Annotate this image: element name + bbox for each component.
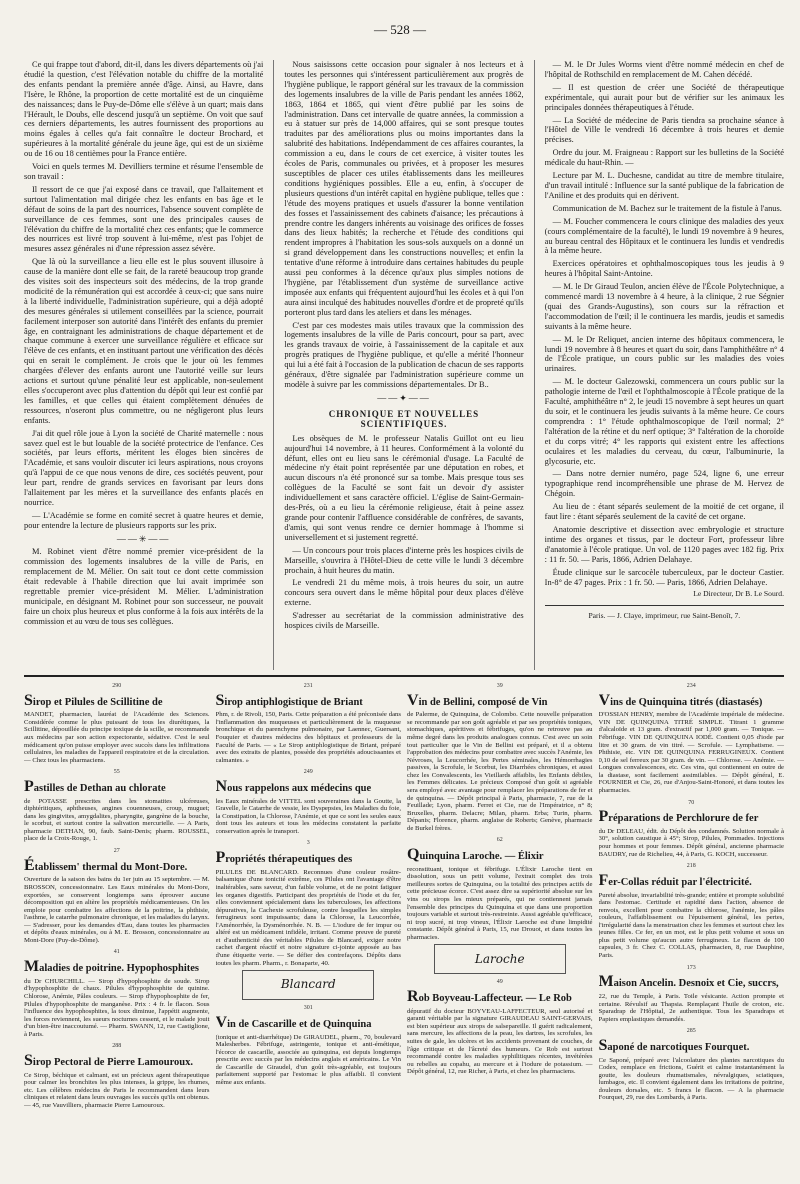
ad-body: MANDET, pharmacien, lauréat de l'Académie des Sciences. Considérée comme le plus puissant de tous les diurétiques, la Scillitine, dépouillée du principe toxique de la scille, se recommande aux médecins par son action expectorante, sédative. C'est le seul médicament qu'on puisse employer avec succès dans les infiltrations cellulaires, les maladies de l'appareil respiratoire et de la circulation. — Chez tous les pharmaciens. (24, 711, 210, 764)
ad-title: Préparations de Perchlorure de fer (598, 808, 759, 826)
advertisement-section (24, 675, 784, 1176)
ad-title: Sirop et Pilules de Scillitine de (24, 691, 163, 709)
ad-title: Propriétés thérapeutiques des (215, 849, 353, 867)
article-paragraph: — M. le docteur Galezowski, commencera un cours public sur la pathologie interne de l'œil et l'ophthalmoscopie à l'École pratique de la Faculté, amphithéâtre n° 2, le jeudi 15 novembre à sept heures un quart du soir, et le continuera les jeudis suivants à la même heure. Ce cours comprendra : 1° l'étude ophthalmoscopique de l'œil normal; 2° l'altération de la rétine et du nerf optique; 3° l'altération de la choroïde et du corps vitré; 4° les rapports qui existent entre les affections oculaires et les maladies du cerveau, du cœur, l'albuminurie, la glycosurie, etc. (544, 377, 784, 466)
article-paragraph: Le vendredi 21 du même mois, à trois heures du soir, un autre concours sera ouvert dans le même hôpital pour deux places d'élève externe. (284, 578, 524, 608)
article-paragraph: Anatomie descriptive et dissection avec embryologie et structure intime des organes et tissus, par le docteur Fort, professeur libre d'anatomie à l'école pratique. Un vol. de 1120 pages avec 182 fig. Prix : 11 fr. 50. — Paris, 1866, Adrien Delahaye. (544, 524, 784, 564)
article-paragraph: — M. le Dr Jules Worms vient d'être nommé médecin en chef de l'hôpital de Rothschild en remplacement de M. Cahen décédé. (544, 60, 784, 79)
advertisement (599, 800, 785, 859)
advertisement (407, 683, 593, 832)
article-paragraph: — Dans notre dernier numéro, page 524, ligne 6, une erreur typographique rend incompréhensible une phrase de M. Hervez de Chégoin. (544, 469, 784, 499)
ad-number: 39 (496, 683, 503, 689)
ad-number: 301 (303, 1005, 313, 1012)
ad-body: Ce Saponé, préparé avec l'alcoolature des plantes narcotiques du Codex, remplace en frictions, Guérit et calme instantanément la goutte, les douleurs rhumatismales, névralgiques, sciatiques, lumbagos, etc. Il convient également dans les irritations de poitrine, douleurs dorsales, etc. 5 francs le flacon. — A la pharmacie Fourquet, 29, rue des Lombards, à Paris. (598, 1056, 784, 1102)
advertisement (599, 1028, 785, 1102)
ad-title: Saponé de narcotiques Fourquet. (598, 1036, 750, 1054)
article-paragraph: Que là où la surveillance a lieu elle est le plus souvent illusoire à cause de la manière dont elle se fait, de la rareté beaucoup trop grande des visites soit des inspecteurs soit des médecins, de la trop grande modicité de la rémunération qui est accordée à ceux-ci; que sans nuire à la liberté individuelle, l'administration supérieure, qui a déjà adopté des mesures générales si utilement conseillées par la science, pourrait facilement interposer son autorité dans l'intérêt des enfants du premier âge, en contraignant les administrations de chaque département et de chaque commune à exercer une surveillance régulière et efficace sur l'élève de ces enfants, et en instituant partout une vérification des décès qui en serait le complément. Je crois que le jour où les femmes chargées d'élever des enfants auront une l'autorité veille sur leurs actions et surtout qu'une pénalité leur est applicable, non-seulement elles s'occuperont avec plus d'attention du dépôt qui leur est confié par les familles, et que celles qui étaient complètement dénuées de ressources, n'oseront plus commettre, ou ne négligeront plus leurs enfants. (24, 257, 264, 425)
ad-number: 234 (686, 683, 696, 689)
article-paragraph: — Un concours pour trois places d'interne près les hospices civils de Marseille, s'ouvrira à l'Hôtel-Dieu de cette ville le lundi 3 décembre prochain, à huit heures du matin. (284, 545, 524, 575)
ad-title: Établissem' thermal du Mont-Dore. (24, 856, 188, 874)
advertisement (216, 769, 402, 835)
article-paragraph: — L'Académie se forme en comité secret à quatre heures et demie, pour entendre la lecture de plusieurs rapports sur les prix. (24, 510, 264, 530)
ad-body: (tonique et anti-diarrhéique) De GIRAUDEL, pharm., 70, boulevard Malesherbes. Fébrifuge, astringente, tonique et anti-émétique, l'écorce de cascarille, associée au quinquina, est depuis longtemps prescrite avec succès par les médecins anglais et américains. Le Vin de Cascarille de Giraudel, d'un goût très-agréable, est toujours parfaitement supporté par l'estomac le plus affaibli. Il convient même aux enfants. (215, 1033, 401, 1086)
ad-title: Vin de Cascarille et de Quinquina (215, 1013, 372, 1031)
advertisement (599, 965, 785, 1024)
ad-number: 249 (303, 769, 313, 776)
ad-column (599, 681, 785, 1176)
article-section (24, 60, 784, 670)
article-paragraph: Il ressort de ce que j'ai exposé dans ce travail, que l'allaitement et surtout l'alimentation mal dirigée chez les enfants en bas âge et le défaut de soins de la part des nourrices, l'absence souvent complète de surveillance de ces femmes, sont une des principales causes de l'élévation du chiffre de la mortalité chez ces enfants; que le commerce des nourrices est livré trop souvent à lui-même, n'est pas l'objet de mesures assez générales ni d'une répression assez sévère. (24, 184, 264, 254)
ad-title: Vin de Bellini, composé de Vin (407, 691, 548, 709)
article-column-3 (545, 60, 784, 670)
advertisement (216, 1005, 402, 1086)
article-paragraph: Voici en quels termes M. Devilliers termine et résume l'ensemble de son travail : (24, 162, 264, 181)
ad-number: 41 (113, 949, 120, 956)
separator-ornament: ——✳—— (116, 533, 171, 544)
ad-title: Nous rappelons aux médecins que (215, 778, 372, 796)
ad-body: 22, rue du Temple, à Paris. Toile vésicante. Action prompte et certaine. Révulsif au Thapsia. Remplaçant l'huile de croton, etc. Sparadrap de l'Hôpital, 2e authentique. Tous les Sparadraps et Papiers emplastiques demandés. (598, 992, 784, 1023)
advertisement (407, 979, 593, 1075)
ad-body: dépuratif du docteur BOYVEAU-LAFFECTEUR, seul autorisé et garanti véritable par la signature GIRAUDEAU SAINT-GERVAIS, est bien supérieur aux sirops de salsepareille. Il guérit radicalement, sans mercure, les affections de la peau, les dartres, les scrofules, les suites de gale, les ulcères et les accidents provenant de couches, de l'âge critique et de l'âcreté des humeurs. Ce Rob est surtout recommandé contre les maladies syphilitiques récentes, invétérées ou rebelles au copahu, au mercure et à l'iodure de potassium. — Dépôt général, 12, rue Richer, à Paris, et chez les pharmaciens. (407, 1007, 593, 1076)
ad-body: PILULES DE BLANCARD. Reconnues d'une couleur rosâtre-balsamique d'une tonicité extrême, ces Pilules ont l'avantage d'être inaltérables, sans saveur, d'un faible volume, et de ne point fatiguer les organes digestifs. Participant des propriétés de l'iode et du fer, elles conviennent spécialement dans les tuberculoses, les affections dépuratives, la Cachexie scrofuleuse, contre lesquelles les simples ferrugineux sont impuissants; dans la Chlorose, la Leucorrhée, l'Aménorrhée, la Dysménorrhée. N. B. — L'iodure de fer impur ou altéré est un médicament infidèle, irritant. Comme preuve de pureté et d'authenticité des véritables Pilules de Blancard, exiger notre cachet d'argent réactif et notre signature ci-jointe apposée au bas d'une étiquette verte. — Se défier des contrefaçons. Dépôts dans toutes les pharm. Pharm., r. Bonaparte, 40. (215, 868, 401, 967)
ad-title: Rob Boyveau-Laffecteur. — Le Rob (407, 988, 572, 1006)
ad-number: 218 (686, 863, 696, 870)
article-paragraph: Communication de M. Bachez sur le traitement de la fistule à l'anus. (552, 203, 782, 213)
printer-line: Paris. — J. Claye, imprimeur, rue Saint-Benoît, 7. (588, 611, 741, 621)
ad-column (216, 681, 402, 1176)
article-paragraph: Ce qui frappe tout d'abord, dit-il, dans les divers départements où j'ai étudié la question, c'est l'élévation notable du chiffre de la mortalité des enfants pendant la première année d'âge. Ainsi, au Havre, dans l'Isère, le Rhône, la proportion de cette mortalité est de un cinquième des naissances; dans le Puy-de-Dôme elle s'élève à un quart; mais dans l'Hérault, le Doubs, elle descend jusqu'à un septième. On voit que sauf ces derniers départements, les autres fournissent des proportions au moins égales à celles qu'a fait connaître le docteur Brochard, et supérieures à la mortalité générale du jeune âge, qui est de un sixième ou de 16 ou 18 centièmes pour la France entière. (24, 60, 264, 159)
ad-body: Ce Sirop, béchique et calmant, est un précieux agent thérapeutique pour calmer les bronchites les plus intenses, la grippe, les rhumes, etc. Les célèbres médecins de Paris le recommandent dans leurs cliniques et relatent dans leurs ouvrages les succès qu'ils ont obtenus. — 45, rue Vauvilliers, pharmacie Pierre Lamouroux. (24, 1071, 210, 1109)
ad-number: 288 (112, 1043, 122, 1050)
article-paragraph: Étude clinique sur le sarcocèle tuberculeux, par le docteur Castier. In-8° de 47 pages. Prix : 1 fr. 50. — Paris, 1866, Adrien Delahaye. (544, 567, 784, 587)
ad-number: 285 (686, 1028, 696, 1035)
ad-number: 173 (686, 964, 696, 971)
advertisement (407, 837, 593, 974)
article-paragraph: — Il est question de créer une Société de thérapeutique expérimentale, qui aurait pour but de vérifier sur les animaux les principales données thérapeutiques à l'étude. (544, 82, 784, 112)
ad-title: Quinquina Laroche. — Élixir (407, 846, 544, 864)
ad-number: 55 (113, 769, 120, 776)
ad-column (24, 681, 210, 1176)
ad-body: Ouverture de la saison des bains du 1er juin au 15 septembre. — M. BROSSON, concessionnaire. Les Eaux minérales du Mont-Dore, exportées, se conservent longtemps sans éprouver aucune décomposition qui en altère les propriétés médicamenteuses. On les emploie pour combattre les affections de la poitrine, la phthisie, l'asthme, le catarrhe pulmonaire chronique, et les maladies du larynx. — S'adresser, pour les demandes d'Eau, dans toutes les pharmacies et dépôts d'eaux minérales, ou à M. E. Brosson, concessionnaire au Mont-Dore (Puy-de-Dôme). (24, 876, 210, 944)
article-paragraph: Au lieu de : étant séparés seulement de la moitié de cet organe, il faut lire : étant séparés seulement de la cavité de cet organe. (544, 502, 784, 522)
article-column-1 (24, 60, 263, 670)
ad-title: Sirop antiphlogistique de Briant (215, 691, 363, 709)
ad-column (407, 681, 593, 1176)
ad-body: de Palerme, de Quinquina, de Colombo. Cette nouvelle préparation se recommande par son goût agréable et par ses propriétés toniques, stomachiques, apéritives et fébrifuges, qu'on ne retrouve pas au même degré dans les produits analogues connus. C'est avec un soin tout particulier que le Vin de Bellini est préparé, et il a obtenu l'approbation des médecins pour combattre avec succès l'Anémie, les Névroses, la Leucorrhée, les Pertes séminales, les Hémorrhagies passives, la Scrofule, le Scorbut, les Diarrhées chroniques, et aussi chez les Convalescents, les Vieillards affaiblis, les Enfants débiles, les Femmes délicates. Le précieux Composé d'un goût si agréable sera employé avec avantage pour remplacer les préparations de fer et de quinquina. — Dépôt principal à Paris, pharmacie, 7, rue de la Feuillade; Lyon, pharm. Ferret et Cie, rue de l'Impératrice, n° 8; Bruxelles, pharm. Delacre; Milan, pharm. Erba; Turin, pharm. Dépanis; Florence, pharm. anglaise de Roberts; Genève, pharmacie de Burkel frères. (407, 711, 593, 832)
advertisement (216, 840, 402, 1000)
ad-number: 70 (688, 799, 695, 806)
ad-number: 27 (113, 848, 120, 855)
ad-title: Maladies de poitrine. Hypophosphites (24, 958, 199, 976)
advertisement (24, 1043, 210, 1109)
ad-body: Phm, r. de Rivoli, 150, Paris. Cette préparation a été préconisée dans l'inflammation des muqueuses et particulièrement de la muqueuse bronchique et du parenchyme pulmonaire, par Laennec, Guersant, Fouquier et d'autres médecins des hôpitaux et professeurs de la Faculté de Paris. — « Le Sirop antiphlogistique de Briant, préparé avec des extraits de plantes, possède des propriétés adoucissantes et calmantes. » (215, 711, 401, 764)
ad-number: 290 (112, 683, 122, 689)
article-paragraph: Les obsèques de M. le professeur Natalis Guillot ont eu lieu aujourd'hui 14 novembre, à 11 heures. Conformément à la volonté du défunt, elles ont eu lieu sans le cérémonial d'usage. La Faculté de médecine n'y était point représentée par une députation en robes, et aucun discours n'a été prononcé sur sa tombe. Mais presque tous ses collègues de la Faculté se sont fait un devoir d'y assister individuellement et sans caractère officiel. L'église de Saint-Germain-des-Prés, où a eu lieu la cérémonie religieuse, était à peine assez grande pour contenir l'affluence considérable de confrères, de savants, d'amis, qui sont venus rendre ce dernier hommage à l'homme si universellement et si justement regretté. (284, 433, 524, 542)
article-paragraph: Nous saisissons cette occasion pour signaler à nos lecteurs et à toutes les personnes qui s'intéressent particulièrement aux progrès de l'hygiène publique, le rapport général sur les travaux de la commission des logements insalubres de la ville de Paris pendant les années 1862, 1863, 1864 et 1865, qui vient d'être publié par les soins de l'administration. Dans cet intervalle de quatre années, la commission a eu à statuer sur près de 14,000 affaires, qui se sont presque toutes traduites par des améliorations plus ou moins importantes dans la salubrité des habitations. Indépendamment de ces affaires courantes, la commission a eu, dans le cours de cet exercice, à visiter toutes les écoles de Paris, communales ou privées, et à proposer les mesures susceptibles de placer ces utiles établissements dans les meilleures conditions hygiéniques possibles. Elle a eu, enfin, à s'occuper de plusieurs questions d'un intérêt capital en hygiène publique, telles que : l'étude des moyens pratiques et usuels d'assurer la bonne ventilation des fosses et l'assainissement des cabinets d'aisance; les précautions à prendre contre les dangers inhérents au voisinage des orifices de fosses dans des lieux habités; la recherche et l'étude des conditions qui rendent impropres à l'habitation les sous-sols auxquels on a donné un si grand développement dans les constructions nouvelles; et enfin la tentative d'une réforme à introduire dans certaines habitudes du peuple aussi peu conformes à la décence qu'aux plus simples notions de l'hygiène, par l'établissement d'un système de surveillance active imposée aux enfants qui fréquentent aujourd'hui les écoles et à qui l'on aura ainsi inculqué des habitudes nouvelles d'ordre et de propreté qu'ils porteront plus tard dans les ateliers et dans les ménages. (284, 60, 524, 317)
ad-number: 231 (303, 683, 313, 689)
ad-number: 62 (496, 837, 503, 844)
advertisement (24, 769, 210, 843)
article-paragraph: M. Robinet vient d'être nommé premier vice-président de la commission des logements insalubres de la ville de Paris, en remplacement de M. Mélier. On sait tout ce dont cette commission était redevable à l'habile direction que lui avait imprimée son regrettable premier vice-président M. Mélier. L'administration municipale, en désignant M. Robinet pour son successeur, ne pouvait faire un choix plus heureux et plus conforme à la fois aux intérêts de la commission et au vœu de tous ses collègues. (24, 547, 264, 626)
advertisement (216, 683, 402, 764)
ad-title: Maison Ancelin. Desnoix et Cie, succrs, (598, 973, 779, 991)
article-paragraph: J'ai dit quel rôle joue à Lyon la société de Charité maternelle : nous savez quel est le but louable de la société protectrice de l'enfance. Ces sociétés, par leurs efforts, méritent les éloges bien sincères de l'Académie, et sans vouloir discuter ici leurs aspirations, nous croyons qu'à l'appui de ce que nous venons de dire, ces sociétés peuvent, pour leur part, rendre de grands services en favorisant par leurs dons l'allaitement par les mères et la surveillance des enfants placés en nourrice. (24, 428, 264, 507)
ad-body: reconstituant, tonique et fébrifuge. L'Élixir Laroche tient en dissolution, sous un petit volume, l'extrait complet des trois meilleures sortes de Quinquina, ou la totalité des principes actifs de cette précieuse écorce. C'est assez dire sa supériorité absolue sur les vins ou sirops les mieux préparés, qui ne contiennent jamais l'ensemble des principes du Quinquina et que dans une proportion toujours variable et surtout très-restreinte. Aussi agréable qu'efficace, ni trop sucré, ni trop vineux, l'Élixir Laroche est d'une limpidité constante. Dépôt général à Paris, 15, rue Drouot, et dans toutes les pharmacies. (407, 865, 593, 941)
handwritten-signature: Laroche (434, 944, 566, 974)
director-signature: Le Directeur, Dr B. Le Sourd. (693, 589, 784, 599)
ad-number: 49 (496, 979, 503, 986)
article-paragraph: Lecture par M. L. Duchesne, candidat au titre de membre titulaire, d'un travail intitulé : Influence sur la santé publique de la fabrication de l'Aniline et des produits qui en dérivent. (544, 171, 784, 200)
article-paragraph: — M. Foucher commencera le cours clinique des maladies des yeux (cours complémentaire de la faculté), le lundi 19 novembre à 9 heures, au bureau central des Hôpitaux et le continuera les lundis et vendredis à la même heure. (544, 216, 784, 256)
ad-body: les Eaux minérales de VITTEL sont souveraines dans la Goutte, la Gravelle, le Catarrhe de vessie, les Dyspepsies, les Maladies du foie, la Constipation, la Chlorose, l'Anémie, et que ce sont les seules eaux dont tous les auteurs et tous les médecins constatent la parfaite conservation après le transport. (215, 797, 401, 835)
chronicle-heading: CHRONIQUE ET NOUVELLES SCIENTIFIQUES. (328, 408, 480, 430)
separator-ornament: ——✦—— (377, 392, 431, 403)
page-number: — 528 — (374, 22, 426, 37)
article-column-2 (284, 60, 523, 670)
advertisement (24, 683, 210, 764)
advertisement (599, 683, 785, 795)
article-paragraph: — M. le Dr Giraud Teulon, ancien élève de l'École Polytechnique, a commencé mardi 13 novembre à 4 heure, à la clinique, 2 rue Ségnier (quai des Grands-Augustins), son cours sur la réfraction et l'accommodation de l'œil; il le continuera les mardis, jeudis et samedis suivants à la même heure. (544, 282, 784, 331)
article-paragraph: — M. le Dr Reliquet, ancien interne des hôpitaux commencera, le lundi 19 novembre à 8 heures et quart du soir, dans l'amphithéâtre n° 4 de l'École pratique, un cours public sur les maladies des voies urinaires. (544, 334, 784, 374)
article-paragraph: Exercices opératoires et ophthalmoscopiques tous les jeudis à 9 heures à l'hôpital Saint-Antoine. (544, 259, 784, 279)
ad-title: Vins de Quinquina titrés (diastasés) (598, 691, 763, 709)
ad-body: D'OSSIAN HENRY, membre de l'Académie impériale de médecine. VIN DE QUINQUINA TITRÉ SIMPLE. Titrant 1 gramme d'alcaloïde et 13 gram. d'extractif par 1,000 gram. — Tonique. — Fébrifuge. VIN DE QUINQUINA IODÉ. Contient 0,05 d'iode par litre et 30 gram. de vin titré. — Scrofule. — Lymphatisme. — Phthisie, etc. VIN DE QUINQUINA FERRUGINEUX. Contient 0,10 de sel ferreux par 30 gram. de vin. — Chlorose. — Anémie. — Longues convalescences, etc. Ces vins, qui contiennent en outre de la diastase, sont facilement assimilables. — Dépôt général, E. FOURNIER et Cie, 26, rue d'Anjou-Saint-Honoré, et dans toutes les pharmacies. (598, 711, 784, 794)
article-paragraph: Ordre du jour. M. Fraigneau : Rapport sur les bulletins de la Société médicale du haut-Rhin. — (544, 148, 784, 168)
advertisement (599, 863, 785, 959)
article-paragraph: S'adresser au secrétariat de la commission administrative des hospices civils de Marseille. (284, 611, 524, 631)
ad-body: Pureté absolue, invariabilité très-grande; entière et prompte solubilité dans l'estomac. Certitude et rapidité dans l'action, absence de renvois, excellent pour combattre la chlorose, l'anémie, les pâles couleurs, l'affaiblissement ou l'épuisement général, les pertes, l'irrégularité dans la menstruation chez les femmes et surtout chez les jeunes filles. Ce fer, en un mot, est le plus petit volume et sous un plus petit volume qu'aucun autre ferrugineux. Le flacon de 100 capsules, 3 fr. Chez C. COLLAS, pharmacien, 8, rue Dauphine, Paris. (598, 891, 784, 960)
ad-body: du Dr DELEAU, édit. du Dépôt des condamnés. Solution normale à 30°, solution caustique à 45°; Sirop, Pilules, Pommades. Injections pour hommes et pour femmes. Dépôt général, ancienne pharmacie BAUDRY, rue de Richelieu, 44, à Paris, G. KOCH, successeur. (598, 827, 784, 858)
advertisement (24, 949, 210, 1038)
handwritten-signature: Blancard (242, 970, 374, 1000)
article-paragraph: — La Société de médecine de Paris tiendra sa prochaine séance à l'Hôtel de Ville le vendredi 16 décembre à trois heures et demie précises. (544, 115, 784, 145)
article-paragraph: C'est par ces modestes mais utiles travaux que la commission des logements insalubres de la ville de Paris concourt, pour sa part, avec les grands travaux de voirie, à l'assainissement de la capitale et aux progrès pratiques de l'hygiène publique, et qu'elle a mérité l'honneur qui lui a été fait à l'occasion de la publication de chacun de ses rapports généraux, d'être signalée par l'administration supérieure comme un modèle à suivre par les commissions départementales. Dr B.. (284, 320, 524, 389)
ad-title: Fer-Collas réduit par l'électricité. (598, 871, 752, 889)
ad-title: Sirop Pectoral de Pierre Lamouroux. (24, 1052, 194, 1070)
ad-title: Pastilles de Dethan au chlorate (24, 778, 166, 796)
ad-body: de POTASSE prescrites dans les stomatites ulcéreuses, diphtéritiques, aphtheuses, angines couenneuses, croup, muguet; dans les gingivites, amygdalites, pharyngite, gangrène de la bouche, le scorbut, et surtout contre la salivation mercurielle. — A Paris, pharmacie DETHAN, 90, faub. Saint-Denis; pharm. ROUSSEL, place de la Croix-Rouge, 1. (24, 797, 210, 843)
ad-body: du Dr CHURCHILL. — Sirop d'hypophosphite de soude. Sirop d'hypophosphite de chaux. Pilules d'hypophosphite de quinine. Chlorose, Anémie, Pâles couleurs. — Sirop d'hypophosphite de fer, Pilules d'hypophosphite de manganèse. Prix : 4 fr. le flacon. Sous l'influence des hypophosphites, la toux diminue, l'appétit augmente, les forces reviennent, les sueurs nocturnes cessent, et le malade jouit d'un bien-être inaccoutumé. — Pharm. SWANN, 12, rue Castiglione, à Paris. (24, 977, 210, 1038)
advertisement (24, 848, 210, 944)
ad-number: 3 (306, 840, 310, 847)
